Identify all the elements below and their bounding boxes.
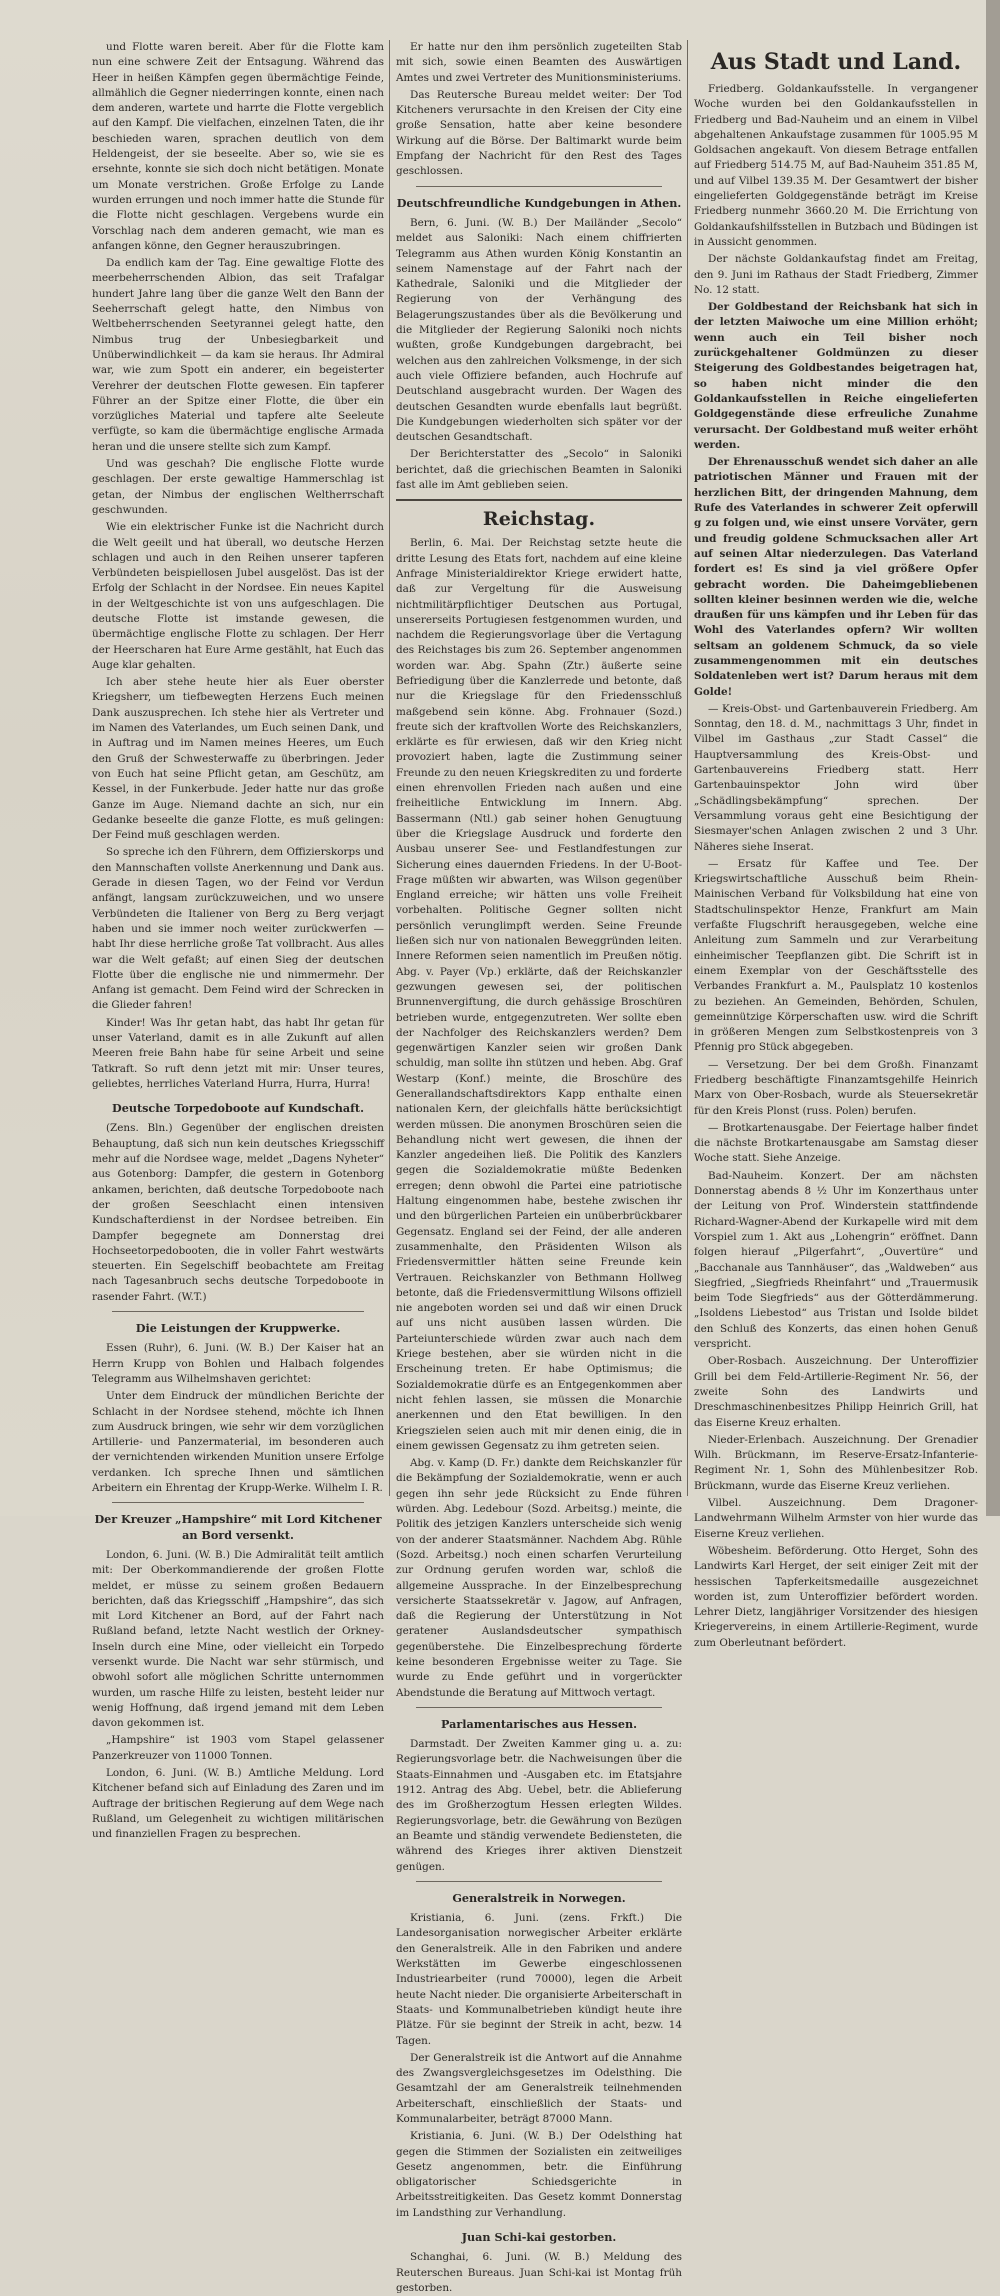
paragraph: Der Berichterstatter des „Secolo“ in Saloniki berichtet, daß die griechischen Beamten in Saloniki fast alle im Amt geblieben seien.	[396, 448, 682, 492]
paragraph: Er hatte nur den ihm persönlich zugeteilten Stab mit sich, sowie einen Beamten des Auswärtigen Amtes und zwei Vertreter des Munitionsministeriums.	[396, 41, 682, 84]
paragraph: und Flotte waren bereit. Aber für die Flotte kam nun eine schwere Zeit der Entsagung. Während das Heer in heißen Kämpfen gegen übermächtige Feinde, allmählich die Gegner niederringen konnte, einen nach dem anderen, wartete und harrte die Flotte vergeblich auf den Kampf. Die vielfachen, einzelnen Taten, die ihr beschieden waren, sprachen deutlich von dem Heldengeist, der sie beseelte. Aber so, wie sie es ersehnte, konnte sie sich doch nicht betätigen. Monate um Monate verstrichen. Große Erfolge zu Lande wurden errungen und noch immer hatte die Stunde für die Flotte nicht geschlagen. Vergebens wurde ein Vorschlag nach dem anderen gemacht, wie man es anfangen könne, den Gegner herauszubringen.	[92, 41, 384, 252]
column-rule	[687, 40, 688, 1496]
news-item: — Kreis-Obst- und Gartenbauverein Friedberg. Am Sonntag, den 18. d. M., nachmittags 3 Uhr, findet in Vilbel im Gasthaus „zur Stadt Cassel“ die Hauptversammlung des Kreis-Obst- und Gartenbauvereins Friedberg statt. Herr Gartenbauinspektor John wird über „Schädlingsbekämpfung“ sprechen. Der Versammlung voraus geht eine Besichtigung der Siesmayer'schen Anlagen zwischen 2 und 3 Uhr. Näheres siehe Inserat.	[694, 702, 978, 853]
section-heading: Deutsche Torpedoboote auf Kundschaft.	[112, 1101, 364, 1116]
bold-paragraph: Der Goldbestand der Reichsbank hat sich in der letzten Maiwoche um eine Million erhöht; wenn auch ein Teil bisher noch zurückgehaltener Goldmünzen zu dieser Steigerung des Goldbestandes beigetragen hat, so haben nicht minder die den Goldankaufsstellen in Reiche eingelieferten Goldgegenstände diese erfreuliche Zunahme verursacht. Der Goldbestand muß weiter erhöht werden.	[694, 301, 978, 451]
news-item: — Versetzung. Der bei dem Großh. Finanzamt Friedberg beschäftigte Finanzamtsgehilfe Heinrich Marx von Ober-Rosbach, wurde als Steuersekretär für den Kreis Plonst (russ. Polen) berufen.	[694, 1058, 978, 1117]
paragraph: Und was geschah? Die englische Flotte wurde geschlagen. Der erste gewaltige Hammerschlag ist getan, der Nimbus der englischen Weltherrschaft geschwunden.	[92, 458, 384, 516]
paragraph: Schanghai, 6. Juni. (W. B.) Meldung des Reuterschen Bureaus. Juan Schi-kai ist Montag früh gestorben.	[396, 2251, 682, 2294]
paragraph: Essen (Ruhr), 6. Juni. (W. B.) Der Kaiser hat an Herrn Krupp von Bohlen und Halbach folgendes Telegramm aus Wilhelmshaven gerichtet:	[92, 1342, 384, 1385]
paragraph: Der Generalstreik ist die Antwort auf die Annahme des Zwangsvergleichsgesetzes im Odelsthing. Die Gesamtzahl der am Generalstreik teilnehmenden Arbeiterschaft, einschließlich der Staats- und Kommunalarbeiter, beträgt 87000 Mann.	[396, 2051, 682, 2125]
paragraph: „Hampshire“ ist 1903 vom Stapel gelassener Panzerkreuzer von 11000 Tonnen.	[92, 1734, 384, 1762]
news-item: Wöbesheim. Beförderung. Otto Herget, Sohn des Landwirts Karl Herget, der seit einiger Zeit mit der hessischen Tapferkeitsmedaille ausgezeichnet worden ist, zum Unteroffizier befördert worden. Lehrer Dietz, langjähriger Vorsitzender des hiesigen Kriegervereins, in einem Artillerie-Regiment, wurde zum Oberleutnant befördert.	[694, 1544, 978, 1649]
paragraph: Das Reutersche Bureau meldet weiter: Der Tod Kitcheners verursachte in den Kreisen der City eine große Sensation, hatte aber keine besondere Wirkung auf die Börse. Der Baltimarkt wurde beim Empfang der Nachricht für den Rest des Tages geschlossen.	[396, 88, 682, 178]
paragraph: London, 6. Juni. (W. B.) Amtliche Meldung. Lord Kitchener befand sich auf Einladung des Zaren und im Auftrage der britischen Regierung auf dem Wege nach Rußland, um Gelegenheit zu wichtigen militärischen und finanziellen Fragen zu besprechen.	[92, 1767, 384, 1841]
page-edge	[986, 0, 1000, 1516]
paragraph: Der nächste Goldankaufstag findet am Freitag, den 9. Juni im Rathaus der Stadt Friedberg, Zimmer No. 12 statt.	[694, 253, 978, 296]
paragraph: Kristiania, 6. Juni. (W. B.) Der Odelsthing hat gegen die Stimmen der Sozialisten ein zeitweiliges Gesetz angenommen, betr. die Einführung obligatorischer Schiedsgerichte in Arbeitsstreitigkeiten. Das Gesetz kommt Donnerstag im Landsthing zur Verhandlung.	[396, 2130, 682, 2219]
column-3	[694, 40, 978, 1649]
divider	[112, 1502, 364, 1503]
paragraph: Da endlich kam der Tag. Eine gewaltige Flotte des meerbeherrschenden Albion, das seit Trafalgar hundert Jahre lang über die ganze Welt den Bann der Seeherrschaft gelegt hatte, den Nimbus von Weltbeherrschenden Seetyrannei gelegt hatte, den Nimbus trug der Unbesiegbarkeit und Unüberwindlichkeit — da kam sie heraus. Ihr Admiral war, wie zum Spott ein anderer, ein begeisterter Verehrer der deutschen Flotte gewesen. Ein tapferer Führer an der Spitze einer Flotte, die über ein vorzügliches Material und tapfere alte Seeleute verfügte, so kam die übermächtige englische Armada heran und die unsere stellte sich zum Kampf.	[92, 257, 384, 453]
paragraph: Friedberg. Goldankaufsstelle. In vergangener Woche wurden bei den Goldankaufsstellen in Friedberg und Bad-Nauheim und an einem in Vilbel abgehaltenen Ankaufstage zusammen für 1005.95 M Goldsachen angekauft. Von diesem Betrage entfallen auf Friedberg 514.75 M, auf Bad-Nauheim 351.85 M, und auf Vilbel 139.35 M. Der Gesamtwert der bisher eingelieferten Goldgegenstände beträgt im Kreise Friedberg nunmehr 3660.20 M. Die Errichtung von Goldankaufshilfsstellen in Butzbach und Büdingen ist in Aussicht genommen.	[694, 83, 978, 248]
divider	[416, 1707, 662, 1708]
paragraph: Abg. v. Kamp (D. Fr.) dankte dem Reichskanzler für die Bekämpfung der Sozialdemokratie, wenn er auch gegen ihn sehr jede Rücksicht zu Ende führen würden. Abg. Ledebour (Sozd. Arbeitsg.) meinte, die Politik des jetzigen Kanzlers unterscheide sich wenig von der anderer Staatsmänner. Nachdem Abg. Rühle (Sozd. Arbeitsg.) noch einen scharfen Verurteilung zur Ordnung gerufen worden war, schloß die allgemeine Aussprache. In der Einzelbesprechung versicherte Staatssekretär v. Jagow, auf Anfragen, daß die Regierung der Unterstützung in Not geratener Auslandsdeutscher sympathisch gegenüberstehe. Die Einzelbesprechung förderte keine besonderen Ergebnisse weiter zu Tage. Sie wurde zu Ende geführt und in vorgerückter Abendstunde die Beratung auf Mittwoch vertagt.	[396, 1457, 682, 1699]
news-item: — Brotkartenausgabe. Der Feiertage halber findet die nächste Brotkartenausgabe am Samstag dieser Woche statt. Siehe Anzeige.	[694, 1121, 978, 1165]
section-heading: Generalstreik in Norwegen.	[452, 1890, 626, 1905]
section-heading: Deutschfreundliche Kundgebungen in Athen.	[396, 195, 682, 210]
section-heading: Parlamentarisches aus Hessen.	[441, 1716, 637, 1731]
paragraph: Ich aber stehe heute hier als Euer oberster Kriegsherr, um tiefbewegten Herzens Euch meinen Dank auszusprechen. Ich stehe hier als Vertreter und im Namen des Vaterlandes, um Euch seinen Dank, und in Auftrag und im Namen meines Heeres, um Euch den Gruß der Schwesterwaffe zu überbringen. Jeder von Euch hat seine Pflicht getan, am Geschütz, am Kessel, in der Funkerbude. Jeder hatte nur das große Ganze im Auge. Niemand dachte an sich, nur ein Gedanke beseelte die ganze Flotte, es muß gelingen: Der Feind muß geschlagen werden.	[92, 676, 384, 842]
news-item: Bad-Nauheim. Konzert. Der am nächsten Donnerstag abends 8 ½ Uhr im Konzerthaus unter der Leitung von Prof. Winderstein stattfindende Richard-Wagner-Abend der Kurkapelle wird mit dem Vorspiel zum 1. Akt aus „Lohengrin“ eröffnet. Dann folgen hierauf „Pilgerfahrt“, „Ouvertüre“ und „Bacchanale aus Tannhäuser“, das „Waldweben“ aus Siegfried, „Siegfrieds Rheinfahrt“ und „Trauermusik beim Tode Siegfrieds“ aus der Götterdämmerung. „Isoldens Liebestod“ aus Tristan und Isolde bildet den Schluß des Konzerts, das einen hohen Genuß verspricht.	[694, 1169, 978, 1351]
news-item: Ober-Rosbach. Auszeichnung. Der Unteroffizier Grill bei dem Feld-Artillerie-Regiment Nr. 56, der zweite Sohn des Landwirts und Dreschmaschinenbesitzes Philipp Heinrich Grill, hat das Eiserne Kreuz erhalten.	[694, 1355, 978, 1429]
news-item: — Ersatz für Kaffee und Tee. Der Kriegswirtschaftliche Ausschuß beim Rhein-Mainischen Verband für Volksbildung hat eine von Stadtschulinspektor Henze, Frankfurt am Main verfaßte Flugschrift herausgegeben, welche eine Anleitung zum Sammeln und zur Verarbeitung einheimischer Teepflanzen gibt. Die Schrift ist in einem Exemplar von der Geschäftsstelle des Verbandes Frankfurt a. M., Paulsplatz 10 kostenlos zu beziehen. An Gemeinden, Behörden, Schulen, gemeinnützige Körperschaften usw. wird die Schrift in größeren Mengen zum Selbstkostenpreis von 3 Pfennig pro Stück abgegeben.	[694, 857, 978, 1054]
paragraph: Darmstadt. Der Zweiten Kammer ging u. a. zu: Regierungsvorlage betr. die Nachweisungen über die Staats-Einnahmen und -Ausgaben etc. im Etatsjahre 1912. Antrag des Abg. Uebel, betr. die Ablieferung des im Großherzogtum Hessen erlegten Wildes. Regierungsvorlage, betr. die Gewährung von Bezügen an Beamte und ständig verwendete Bediensteten, die während des Krieges ihrer aktiven Dienstzeit genügen.	[396, 1738, 682, 1873]
paragraph: Kristiania, 6. Juni. (zens. Frkft.) Die Landesorganisation norwegischer Arbeiter erklärte den Generalstreik. Alle in den Fabriken und andere Werkstätten im Gewerbe eingeschlossenen Industriearbeiter (rund 70000), legen die Arbeit heute Nacht nieder. Die organisierte Arbeiterschaft in Staats- und Kommunalbetrieben kündigt heute ihre Plätze. Für sie beginnt der Streik in acht, bezw. 14 Tagen.	[396, 1912, 682, 2047]
section-heading: Der Kreuzer „Hampshire“ mit Lord Kitchener an Bord versenkt.	[94, 1512, 382, 1542]
column-2	[396, 40, 682, 2294]
paragraph: London, 6. Juni. (W. B.) Die Admiralität teilt amtlich mit: Der Oberkommandierende der großen Flotte meldet, er müsse zu seinem großen Bedauern berichten, daß das Kriegsschiff „Hampshire“, das sich mit Lord Kitchener an Bord, auf der Fahrt nach Rußland befand, letzte Nacht westlich der Orkney-Inseln durch eine Mine, oder vielleicht ein Torpedo versenkt wurde. Die Nacht war sehr stürmisch, und obwohl sofort alle möglichen Schritte unternommen wurden, um rasche Hilfe zu leisten, besteht leider nur wenig Hoffnung, daß irgend jemand mit dem Leben davon gekommen ist.	[92, 1548, 384, 1730]
bold-paragraph: Der Ehrenausschuß wendet sich daher an alle patriotischen Männer und Frauen mit der herzlichen Bitt, der dringenden Mahnung, dem Rufe des Vaterlandes in schwerer Zeit opferwill g zu folgen und, wie einst unsere Vorväter, gern und freudig goldene Schmucksachen aller Art auf seinen Altar niederzulegen. Das Vaterland fordert es! Es sind ja viel größere Opfer gebracht worden. Die Daheimgebliebenen sollten kleiner besinnen werden wie die, welche draußen für uns kämpfen und ihr Leben für das Wohl des Vaterlandes opfern? Wir wollten seltsam an goldenem Schmuck, da so viele zusammengenommen mit ein deutsches Soldatenleben wert ist? Darum heraus mit dem Golde!	[694, 456, 978, 698]
paragraph: Kinder! Was Ihr getan habt, das habt Ihr getan für unser Vaterland, damit es in alle Zukunft auf allen Meeren freie Bahn habe für seine Arbeit und seine Tatkraft. So ruft denn jetzt mit mir: Unser teures, geliebtes, herrliches Vaterland Hurra, Hurra, Hurra!	[92, 1016, 384, 1090]
section-heading: Reichstag.	[482, 508, 596, 531]
column-1	[92, 40, 384, 1841]
paragraph: Bern, 6. Juni. (W. B.) Der Mailänder „Secolo“ meldet aus Saloniki: Nach einem chiffrierten Telegramm aus Athen wurden König Konstantin an seinem Namenstage auf der Fahrt nach der Kathedrale, Saloniki und die Mitglieder der Regierung von der Verhängung des Belagerungszustandes über als die Bevölkerung und die Mitglieder der Regierung Saloniki noch nichts wußten, große Kundgebungen dargebracht, bei welchen aus den zahlreichen Volksmenge, in der sich auch viele Offiziere befanden, auch Hochrufe auf Deutschland ausgebracht wurden. Der Wagen des deutschen Gesandten wurde ebenfalls laut begrüßt. Die Kundgebungen wiederholten sich später vor der deutschen Gesandtschaft.	[396, 216, 682, 444]
divider	[112, 1311, 364, 1312]
divider	[416, 1881, 662, 1882]
paragraph: So spreche ich den Führern, dem Offizierskorps und den Mannschaften vollste Anerkennung und Dank aus. Gerade in diesen Tagen, wo der Feind vor Verdun anfängt, langsam zurückzuweichen, und wo unsere Verbündeten die Italiener von Berg zu Berg verjagt haben und sie immer noch weiter zurückwerfen — habt Ihr diese herrliche große Tat vollbracht. Aus alles war die Welt gefaßt; auf einen Sieg der deutschen Flotte über die englische nie und nimmermehr. Der Anfang ist gemacht. Dem Feind wird der Schrecken in die Glieder fahren!	[92, 846, 384, 1012]
section-heading: Die Leistungen der Kruppwerke.	[135, 1321, 341, 1336]
column-rule	[389, 40, 390, 1496]
paragraph: Unter dem Eindruck der mündlichen Berichte der Schlacht in der Nordsee stehend, möchte ich Ihnen zum Ausdruck bringen, wie sehr wir dem vorzüglichen Artillerie- und Panzermaterial, im besonderen auch der vernichtenden wirkenden Munition unsere Erfolge verdanken. Ich spreche Ihnen und sämtlichen Arbeitern ein Ehrentag der Krupp-Werke. Wilhelm I. R.	[92, 1390, 384, 1495]
divider	[396, 499, 682, 501]
news-item: Nieder-Erlenbach. Auszeichnung. Der Grenadier Wilh. Brückmann, im Reserve-Ersatz-Infanterie-Regiment Nr. 1, Sohn des Mühlenbesitzer Rob. Brückmann, wurde das Eiserne Kreuz verliehen.	[694, 1433, 978, 1492]
paragraph: Wie ein elektrischer Funke ist die Nachricht durch die Welt geeilt und hat überall, wo deutsche Herzen schlagen und auch in den Reihen unserer tapferen Verbündeten beispiellosen Jubel ausgelöst. Das ist der Erfolg der Schlacht in der Nordsee. Ein neues Kapitel in der Weltgeschichte ist von uns aufgeschlagen. Die deutsche Flotte ist imstande gewesen, die übermächtige englische Flotte zu schlagen. Der Herr der Heerscharen hat Eure Arme gestählt, hat Euch das Auge klar gehalten.	[92, 521, 384, 671]
section-heading: Juan Schi-kai gestorben.	[461, 2230, 617, 2245]
news-item: Vilbel. Auszeichnung. Dem Dragoner-Landwehrmann Wilhelm Armster von hier wurde das Eiserne Kreuz verliehen.	[694, 1497, 978, 1540]
paragraph: (Zens. Bln.) Gegenüber der englischen dreisten Behauptung, daß sich nun kein deutsches Kriegsschiff mehr auf die Nordsee wage, meldet „Dagens Nyheter“ aus Gotenborg: Dampfer, die gestern in Gotenborg ankamen, berichten, daß deutsche Torpedoboote nach der großen Seeschlacht einen intensiven Kundschafterdienst in der Nordsee betreiben. Ein Dampfer begegnete am Donnerstag drei Hochseetorpedobooten, die in voller Fahrt westwärts steuerten. Ein Segelschiff beobachtete am Freitag nach Tagesanbruch sechs deutsche Torpedoboote in rasender Fahrt. (W.T.)	[92, 1122, 384, 1303]
section-title: Aus Stadt und Land.	[710, 49, 962, 75]
divider	[416, 186, 662, 187]
paragraph: Berlin, 6. Mai. Der Reichstag setzte heute die dritte Lesung des Etats fort, nachdem auf eine kleine Anfrage Ministerialdirektor Kriege erwidert hatte, daß zur Vergeltung für die Ausweisung nichtmilitärpflichtiger Deutschen aus Portugal, unsererseits Portugiesen festgenommen wurden, und nachdem die Regierungsvorlage über die Vertagung des Reichstages bis zum 26. September angenommen worden war. Abg. Spahn (Ztr.) äußerte seine Befriedigung über die Kanzlerrede und betonte, daß nur die Kriegslage für den Friedensschluß maßgebend sein könne. Abg. Frohnauer (Sozd.) freute sich der kraftvollen Worte des Reichskanzlers, erklärte es für erwiesen, daß wir den Krieg nicht provoziert haben, lagte die Zustimmung seiner Freunde zu den neuen Kriegskrediten zu und forderte einen ehrenvollen Frieden nach außen und eine freiheitliche Entwicklung im Innern. Abg. Bassermann (Ntl.) gab seiner hohen Genugtuung über die Kriegslage Ausdruck und forderte den Ausbau unserer See- und Festlandfestungen zur Sicherung eines dauernden Friedens. In der U-Boot-Frage müßten wir abwarten, was Wilson gegenüber England erreiche; wir hätten uns volle Freiheit vorbehalten. Politische Gegner sollten nicht persönlich verunglimpft werden. Seine Freunde ließen sich nur von nationalen Beweggründen leiten. Innere Reformen seien namentlich im Preußen nötig. Abg. v. Payer (Vp.) erklärte, daß der Reichskanzler gezwungen gewesen sei, der politischen Brunnenvergiftung, die durch gehässige Broschüren betrieben wurde, entgegenzutreten. Wer sollte eben der Nachfolger des Reichskanzlers werden? Dem gegenwärtigen Kanzler seien wir großen Dank schuldig, man sollte ihn stützen und heben. Abg. Graf Westarp (Konf.) meinte, die Broschüre des Generallandschaftsdirektors Kapp enthalte einen nationalen Kern, der gleichfalls hätte berücksichtigt werden müssen. Die anonymen Broschüren seien die Behandlung nicht wert gewesen, die ihnen der Kanzler angedeihen ließ. Die Politik des Kanzlers gegen die Sozialdemokratie müßte Bedenken erregen; denn obwohl die Partei eine patriotische Haltung eingenommen habe, bestehe zwischen ihr und den bürgerlichen Parteien ein unüberbrückbarer Gegensatz. England sei der Feind, der alle anderen zusammenhalte, den Präsidenten Wilson als Friedensvermittler hätten seine Freunde kein Vertrauen. Reichskanzler von Bethmann Hollweg betonte, daß die Friedensvermittlung Wilsons offiziell nie angeboten worden sei und daß wir einen Druck auf uns nicht ausüben lassen würden. Die Parteiunterschiede würden zwar auch nach dem Kriege bestehen, aber sie würden nicht in die Erscheinung treten. Er habe Optimismus; die Sozialdemokratie dürfe es an Entgegenkommen aber nicht fehlen lassen, sie müssen die Monarchie anerkennen und den Etat bewilligen. In den Kriegszielen seien auch mit mir denen einig, die in einem gewissen Gegensatz zu ihm getreten seien.	[396, 537, 682, 1452]
